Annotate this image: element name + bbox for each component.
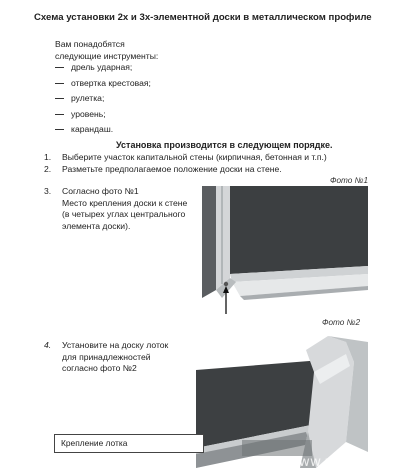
tool-item: отвертка крестовая; [55, 78, 151, 94]
step-4 [44, 340, 204, 380]
step-number: 3. [44, 186, 52, 196]
tool-item: карандаш. [55, 124, 151, 140]
board-surface [230, 186, 368, 274]
photo-2 [196, 332, 368, 468]
step-number: 4. [44, 340, 52, 350]
tool-item: уровень; [55, 109, 151, 125]
tools-intro [55, 38, 158, 62]
step-text-line: Место крепления доски к стене [62, 197, 188, 208]
procedure-heading: Установка производится в следующем порядке. [116, 140, 333, 150]
step-text-line: (в четырех углах центрального [62, 209, 186, 219]
step-1 [44, 152, 384, 164]
tray-mount-callout: Крепление лотка [54, 434, 204, 453]
mount-screw [224, 282, 228, 286]
watermark: www.mebela.ru [287, 454, 395, 470]
photo-1 [196, 186, 368, 314]
tools-intro-line: Вам понадобятся [55, 39, 125, 49]
step-number: 1. [44, 152, 52, 162]
wall-board-edge [202, 186, 216, 298]
step-2 [44, 164, 384, 176]
step-text: Выберите участок капитальной стены (кирпичная, бетонная и т.п.) [62, 152, 327, 162]
photo1-caption: Фото №1 [330, 176, 369, 185]
photo2-caption: Фото №2 [322, 318, 361, 327]
board-frame-profile [216, 186, 230, 290]
step-3 [44, 186, 204, 236]
step-text-line: элемента доски). [62, 220, 131, 231]
step-text: Разметьте предполагаемое положение доски на стене. [62, 164, 282, 174]
tools-intro-line: следующие инструменты: [55, 51, 159, 61]
step-text [62, 186, 187, 232]
step-text-line: для принадлежностей [62, 351, 151, 362]
step-number: 2. [44, 164, 52, 174]
document-title: Схема установки 2х и 3х-элементной доски в металлическом профиле [34, 12, 372, 23]
step-text [62, 340, 168, 375]
step-text-line: Согласно фото №1 [62, 186, 139, 196]
tool-item: дрель ударная; [55, 62, 151, 78]
step-text-line: согласно фото №2 [62, 363, 137, 373]
tool-item: рулетка; [55, 93, 151, 109]
step-text-line: Установите на доску лоток [62, 340, 169, 350]
tools-list [55, 62, 151, 140]
